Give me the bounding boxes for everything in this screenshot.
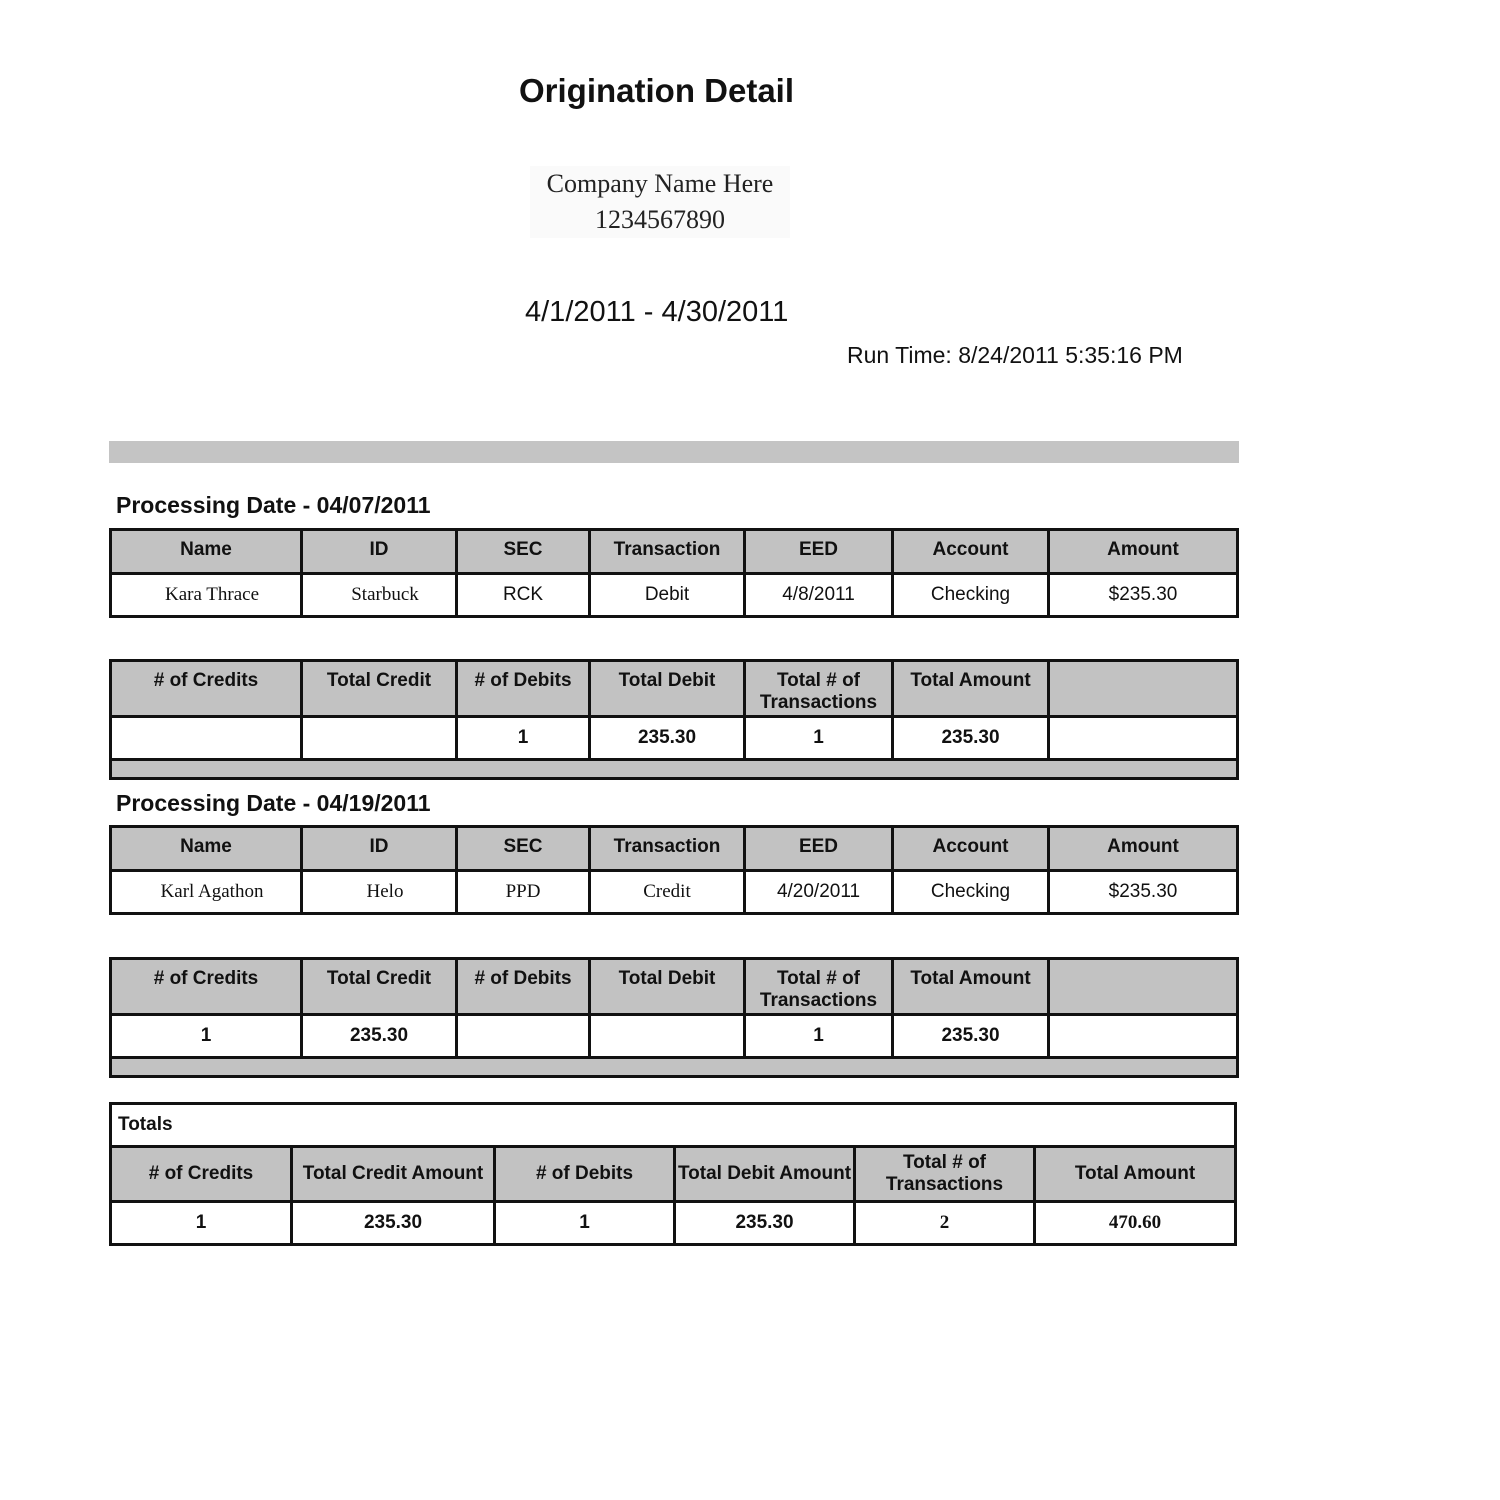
cell-eed: 4/20/2011 bbox=[745, 871, 893, 914]
col-header: Account bbox=[893, 530, 1049, 574]
cell-empty bbox=[1049, 1015, 1238, 1058]
col-header: ID bbox=[302, 827, 457, 871]
col-header: # of Debits bbox=[495, 1147, 675, 1202]
table-row bbox=[111, 871, 1238, 914]
cell-total-credit: 235.30 bbox=[302, 1015, 457, 1058]
col-header: Total Credit Amount bbox=[292, 1147, 495, 1202]
cell-amount: $235.30 bbox=[1049, 871, 1238, 914]
col-header: # of Debits bbox=[457, 959, 590, 1015]
cell-name: Kara Thrace bbox=[111, 574, 302, 617]
col-header: Total Debit bbox=[590, 661, 745, 717]
cell-total-transactions: 1 bbox=[745, 1015, 893, 1058]
cell-num-debits bbox=[457, 1015, 590, 1058]
cell-total-amount: 470.60 bbox=[1035, 1202, 1236, 1245]
cell-num-debits: 1 bbox=[457, 717, 590, 760]
company-block bbox=[530, 166, 790, 238]
detail-table bbox=[109, 825, 1239, 915]
col-header: EED bbox=[745, 827, 893, 871]
header-divider bbox=[109, 441, 1239, 463]
col-header: Name bbox=[111, 530, 302, 574]
col-header: Total Credit bbox=[302, 959, 457, 1015]
cell-account: Checking bbox=[893, 574, 1049, 617]
table-row bbox=[111, 717, 1238, 760]
col-header bbox=[1049, 959, 1238, 1015]
col-header: ID bbox=[302, 530, 457, 574]
cell-total-credit bbox=[302, 717, 457, 760]
report-title: Origination Detail bbox=[519, 72, 795, 109]
col-header: Total Amount bbox=[893, 959, 1049, 1015]
company-name: Company Name Here bbox=[546, 169, 774, 198]
cell-num-credits bbox=[111, 717, 302, 760]
cell-sec: PPD bbox=[457, 871, 590, 914]
cell-amount: $235.30 bbox=[1049, 574, 1238, 617]
table-header-row bbox=[111, 530, 1238, 574]
cell-sec: RCK bbox=[457, 574, 590, 617]
cell-total-amount: 235.30 bbox=[893, 1015, 1049, 1058]
col-header: Transaction bbox=[590, 827, 745, 871]
col-header: Name bbox=[111, 827, 302, 871]
cell-transaction: Credit bbox=[590, 871, 745, 914]
cell-id: Helo bbox=[302, 871, 457, 914]
cell-eed: 4/8/2011 bbox=[745, 574, 893, 617]
totals-caption: Totals bbox=[111, 1104, 1236, 1147]
section-title: Processing Date - 04/07/2011 bbox=[116, 492, 431, 518]
col-header: Total # of Transactions bbox=[745, 959, 893, 1015]
col-header: Amount bbox=[1049, 827, 1238, 871]
cell-empty bbox=[1049, 717, 1238, 760]
table-row bbox=[111, 574, 1238, 617]
cell-id: Starbuck bbox=[302, 574, 457, 617]
run-time: Run Time: 8/24/2011 5:35:16 PM bbox=[847, 342, 1183, 368]
col-header: Account bbox=[893, 827, 1049, 871]
table-row bbox=[111, 1202, 1236, 1245]
cell-total-amount: 235.30 bbox=[893, 717, 1049, 760]
col-header: Total Amount bbox=[1035, 1147, 1236, 1202]
col-header: Total Debit Amount bbox=[675, 1147, 855, 1202]
col-header: Amount bbox=[1049, 530, 1238, 574]
cell-name: Karl Agathon bbox=[111, 871, 302, 914]
col-header: SEC bbox=[457, 827, 590, 871]
totals-table bbox=[109, 1102, 1237, 1246]
col-header: # of Credits bbox=[111, 661, 302, 717]
col-header: # of Credits bbox=[111, 959, 302, 1015]
filler-row bbox=[111, 760, 1238, 779]
company-id: 1234567890 bbox=[595, 205, 725, 234]
col-header: Total Amount bbox=[893, 661, 1049, 717]
col-header: SEC bbox=[457, 530, 590, 574]
col-header: Total Debit bbox=[590, 959, 745, 1015]
cell-total-credit-amount: 235.30 bbox=[292, 1202, 495, 1245]
table-header-row bbox=[111, 1147, 1236, 1202]
cell-num-credits: 1 bbox=[111, 1202, 292, 1245]
table-header-row bbox=[111, 827, 1238, 871]
summary-table bbox=[109, 957, 1239, 1078]
cell-total-debit bbox=[590, 1015, 745, 1058]
cell-account: Checking bbox=[893, 871, 1049, 914]
filler-row bbox=[111, 1058, 1238, 1077]
cell-total-transactions: 1 bbox=[745, 717, 893, 760]
col-header: Transaction bbox=[590, 530, 745, 574]
report-period: 4/1/2011 - 4/30/2011 bbox=[525, 296, 789, 328]
cell-num-credits: 1 bbox=[111, 1015, 302, 1058]
detail-table bbox=[109, 528, 1239, 618]
cell-total-debit-amount: 235.30 bbox=[675, 1202, 855, 1245]
table-header-row bbox=[111, 661, 1238, 717]
totals-caption-row bbox=[111, 1104, 1236, 1147]
col-header: # of Credits bbox=[111, 1147, 292, 1202]
col-header: Total # of Transactions bbox=[855, 1147, 1035, 1202]
table-header-row bbox=[111, 959, 1238, 1015]
cell-transaction: Debit bbox=[590, 574, 745, 617]
cell-total-transactions: 2 bbox=[855, 1202, 1035, 1245]
col-header: # of Debits bbox=[457, 661, 590, 717]
col-header bbox=[1049, 661, 1238, 717]
col-header: Total Credit bbox=[302, 661, 457, 717]
col-header: EED bbox=[745, 530, 893, 574]
cell-num-debits: 1 bbox=[495, 1202, 675, 1245]
section-title: Processing Date - 04/19/2011 bbox=[116, 790, 431, 816]
table-row bbox=[111, 1015, 1238, 1058]
summary-table bbox=[109, 659, 1239, 780]
cell-total-debit: 235.30 bbox=[590, 717, 745, 760]
col-header: Total # of Transactions bbox=[745, 661, 893, 717]
